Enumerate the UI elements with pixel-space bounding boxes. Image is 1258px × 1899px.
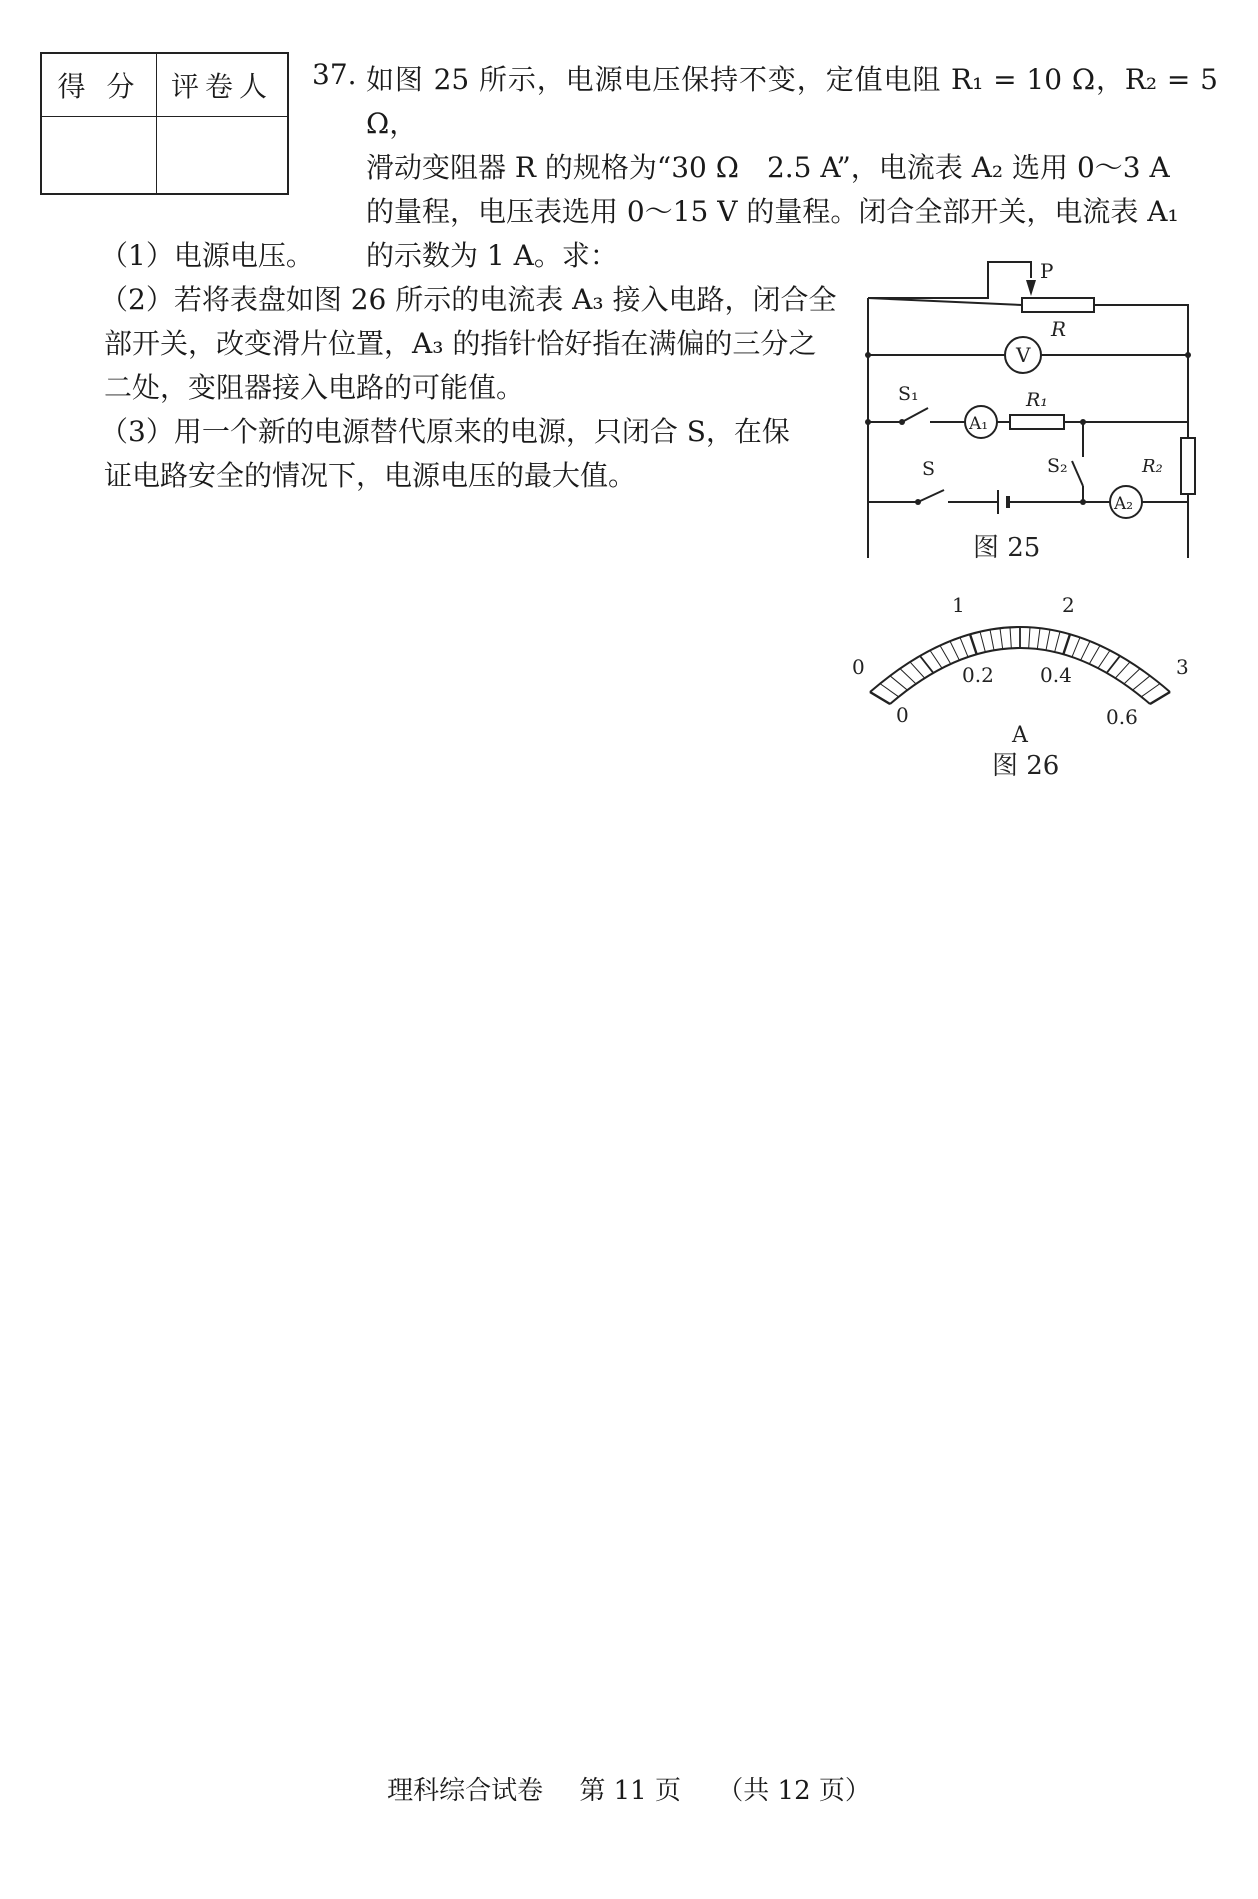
dial-tick <box>990 630 994 651</box>
stem-line: 的示数为 1 A。求： <box>366 239 618 272</box>
part-3-line: 证电路安全的情况下，电源电压的最大值。 <box>104 459 637 492</box>
resistor1-label: R₁ <box>1026 389 1048 411</box>
lower-scale-06: 0.6 <box>1106 705 1138 729</box>
part-2-line: （2）若将表盘如图 26 所示的电流表 A₃ 接入电路，闭合全 <box>100 283 837 316</box>
dial-unit: A <box>1012 723 1028 748</box>
dial-tick <box>1133 676 1150 690</box>
slider-label: P <box>1040 259 1054 283</box>
dial-tick <box>870 692 890 704</box>
ammeter1-label: A₁ <box>969 414 989 434</box>
circuit-diagram <box>858 250 1198 570</box>
dial-tick <box>1124 669 1140 684</box>
dial-tick <box>880 684 899 697</box>
page-footer <box>0 1770 1258 1807</box>
dial-tick <box>1107 656 1120 673</box>
dial-tick <box>950 641 959 660</box>
dial-tick <box>1010 627 1011 648</box>
score-cell <box>41 117 157 195</box>
figure-25-caption: 图 25 <box>973 533 1041 563</box>
rheostat-label: R <box>1051 317 1067 341</box>
lower-scale-04: 0.4 <box>1040 663 1072 687</box>
dial-tick <box>900 669 916 684</box>
grader-cell <box>157 117 289 195</box>
dial-tick <box>1141 684 1160 697</box>
dial-tick <box>940 645 951 663</box>
ammeter-dial <box>840 582 1200 792</box>
footer-page: 第 11 页 <box>579 1776 681 1806</box>
dial-tick <box>1063 634 1070 654</box>
stem-line: 滑动变阻器 R 的规格为“30 Ω 2.5 A”，电流表 A₂ 选用 0～3 A <box>366 151 1170 184</box>
switch2-label: S₂ <box>1047 455 1068 477</box>
resistor2-label: R₂ <box>1142 456 1163 477</box>
dial-tick <box>1037 628 1040 649</box>
lower-scale-02: 0.2 <box>962 663 994 687</box>
switch-label: S <box>922 458 936 480</box>
dial-tick <box>930 650 942 668</box>
score-box <box>40 52 289 195</box>
sub-questions <box>100 234 838 498</box>
figure-26-caption: 图 26 <box>992 751 1060 781</box>
upper-scale-0: 0 <box>852 655 865 679</box>
footer-total: （共 12 页） <box>717 1776 871 1806</box>
grader-header: 评卷人 <box>157 53 289 117</box>
ammeter2-label: A₂ <box>1114 494 1134 514</box>
score-header: 得 分 <box>41 53 157 117</box>
footer-subject: 理科综合试卷 <box>387 1776 544 1806</box>
dial-tick <box>1150 692 1170 704</box>
dial-tick <box>1072 637 1080 657</box>
part-2-line: 二处，变阻器接入电路的可能值。 <box>104 371 525 404</box>
dial-tick <box>1115 662 1130 678</box>
dial-tick <box>970 634 977 654</box>
upper-scale-2: 2 <box>1062 593 1075 617</box>
stem-line: 如图 25 所示，电源电压保持不变，定值电阻 R₁ = 10 Ω，R₂ = 5 Ω， <box>366 63 1218 140</box>
part-2-line: 部开关，改变滑片位置，A₃ 的指针恰好指在满偏的三分之 <box>104 327 817 360</box>
dial-tick <box>1081 641 1090 660</box>
dial-tick <box>1046 630 1050 651</box>
stem-line: 的量程，电压表选用 0～15 V 的量程。闭合全部开关，电流表 A₁ <box>366 195 1179 228</box>
dial-tick <box>1055 632 1060 652</box>
lower-scale-0: 0 <box>896 703 909 727</box>
upper-scale-3: 3 <box>1176 655 1189 679</box>
upper-scale-1: 1 <box>952 593 965 617</box>
dial-tick <box>1000 628 1003 649</box>
question-number: 37. <box>312 58 357 91</box>
dial-tick <box>980 632 985 652</box>
switch1-label: S₁ <box>898 383 919 405</box>
part-1: （1）电源电压。 <box>100 239 314 272</box>
dial-tick <box>1098 650 1110 668</box>
voltmeter-label: V <box>1016 343 1031 367</box>
dial-tick <box>1089 645 1100 663</box>
part-3-line: （3）用一个新的电源替代原来的电源，只闭合 S，在保 <box>100 415 790 448</box>
dial-tick <box>910 662 925 678</box>
dial-tick <box>890 676 907 690</box>
dial-tick <box>1029 627 1030 648</box>
dial-tick <box>920 656 933 673</box>
dial-tick <box>960 637 968 657</box>
